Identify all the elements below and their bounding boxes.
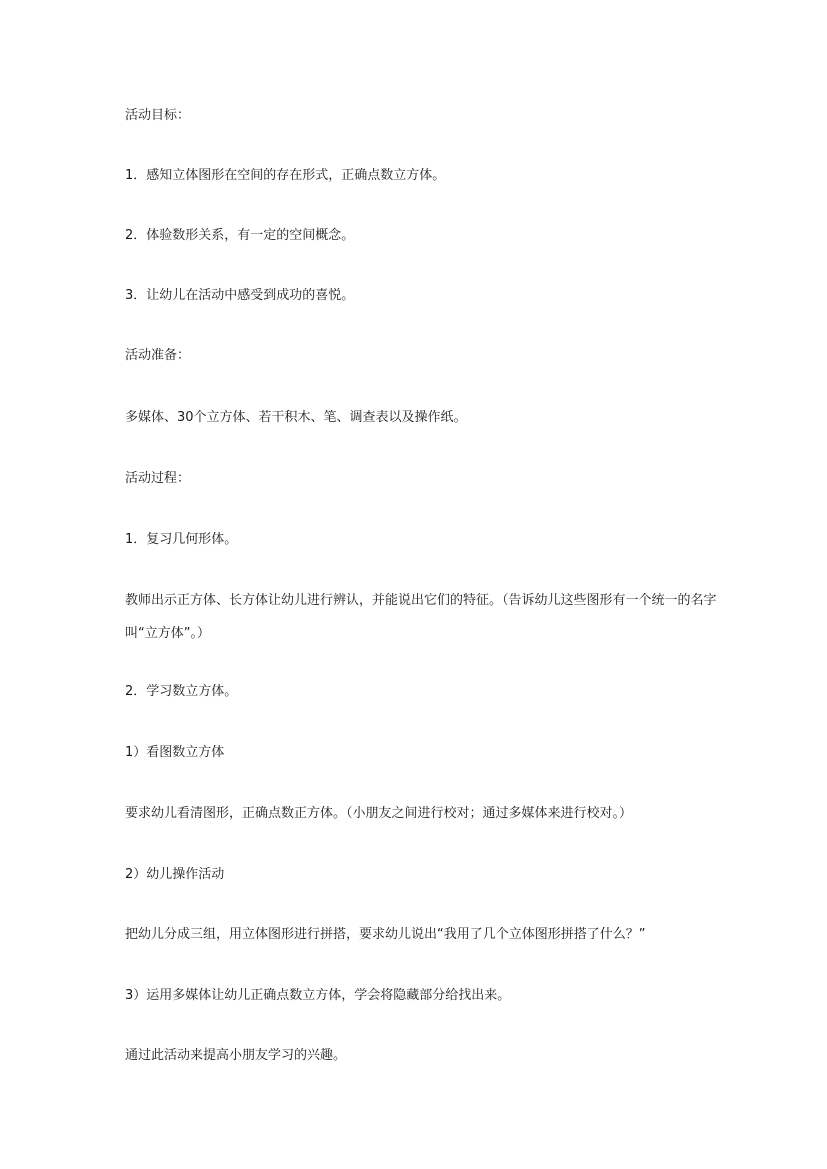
prep-heading: 活动准备： — [125, 348, 191, 363]
sub-step-3-text: 3）运用多媒体让幼儿正确点数立方体，学会将隐藏部分给找出来。 — [125, 988, 511, 1003]
sub-step-1-title: 1）看图数立方体 — [125, 745, 225, 760]
goal-item-3: 3．让幼儿在活动中感受到成功的喜悦。 — [125, 288, 355, 303]
closing-text: 通过此活动来提高小朋友学习的兴趣。 — [125, 1048, 347, 1063]
goals-heading: 活动目标： — [125, 108, 191, 123]
step-2-title: 2．学习数立方体。 — [125, 684, 238, 699]
process-heading: 活动过程： — [125, 471, 191, 486]
prep-text: 多媒体、30个立方体、若干积木、笔、调查表以及操作纸。 — [125, 410, 467, 425]
step-1-title: 1．复习几何形体。 — [125, 532, 238, 547]
sub-step-2-title: 2）幼儿操作活动 — [125, 867, 225, 882]
goal-item-1: 1．感知立体图形在空间的存在形式，正确点数立方体。 — [125, 168, 446, 183]
goal-item-2: 2．体验数形关系，有一定的空间概念。 — [125, 228, 355, 243]
step-1-text: 教师出示正方体、长方体让幼儿进行辨认，并能说出它们的特征。（告诉幼儿这些图形有一个统一的名字叫“立方体”。） — [125, 593, 717, 641]
sub-step-2-text: 把幼儿分成三组，用立体图形进行拼搭，要求幼儿说出“我用了几个立体图形拼搭了什么？” — [125, 927, 646, 942]
sub-step-1-text: 要求幼儿看清图形，正确点数正方体。（小朋友之间进行校对；通过多媒体来进行校对。） — [125, 806, 633, 821]
